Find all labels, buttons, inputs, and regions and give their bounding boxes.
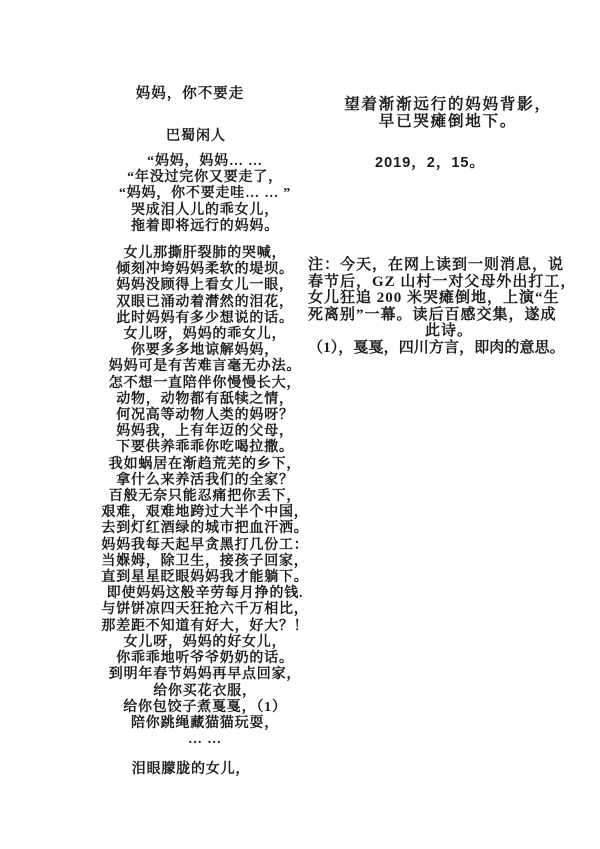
poem-ending-lines bbox=[306, 96, 590, 130]
poem-line: 早已哭瘫倒地下。 bbox=[378, 113, 518, 130]
poem-line: 即使妈妈这般辛劳每月挣的钱. bbox=[106, 586, 304, 602]
poem-line: 妈妈没顾得上看女儿一眼， bbox=[116, 278, 294, 294]
note-line: 女儿狂追 200 米哭瘫倒地，上演“生 bbox=[308, 290, 560, 306]
poem-line: 当媬姆，除卫生，接孩子回家， bbox=[101, 553, 309, 569]
poem-closing-line: 泪眼朦胧的女儿， bbox=[131, 762, 251, 778]
note-line: （1），戛戛，四川方言，即肉的意思。 bbox=[308, 339, 565, 356]
poem-line: 直到星星眨眼妈妈我才能躺下。 bbox=[101, 570, 309, 586]
poem-line: “年没过完你又要走了， bbox=[127, 170, 283, 186]
note-line: 死离别”一幕。读后百感交集，遂成 bbox=[308, 306, 557, 323]
poem-line: 望着渐渐远行的妈妈背影， bbox=[344, 96, 552, 113]
note-line: 注：今天，在网上读到一则消息，说 bbox=[308, 257, 565, 273]
poem-line: 我如蜗居在渐趋荒芜的乡下， bbox=[108, 456, 302, 472]
poem-line: 你要多多地谅解妈妈， bbox=[131, 343, 279, 359]
poem-line: 女儿呀，妈妈的好女儿， bbox=[123, 634, 287, 650]
poem-line: 百般无奈只能忍痛把你丢下， bbox=[108, 489, 302, 505]
poem-line: 此时妈妈有多少想说的话。 bbox=[116, 310, 294, 326]
poem-author: 巴蜀闲人 bbox=[166, 129, 226, 144]
poem-date: 2019，2，15。 bbox=[375, 155, 485, 171]
poem-line: 双眼已涌动着潸然的泪花， bbox=[116, 294, 294, 310]
footnote-block bbox=[308, 257, 590, 356]
poem-line: “妈妈，妈妈… … bbox=[147, 154, 263, 169]
poem-line: 拿什么来养活我们的全家？ bbox=[116, 472, 294, 488]
poem-line: 怎不想一直陪伴你慢慢长大， bbox=[108, 375, 302, 391]
note-line: 春节后，GZ 山村一对父母外出打工， bbox=[308, 273, 577, 290]
poem-line: 妈妈我每天起早贪黑打几份工： bbox=[101, 537, 309, 553]
poem-line: 到明年春节妈妈再早点回家， bbox=[108, 667, 302, 683]
poem-line: 妈妈可是有苦难言毫无办法。 bbox=[108, 359, 302, 375]
poem-line: 陪你跳绳藏猫猫玩耍， bbox=[131, 715, 279, 731]
poem-line: 下要供养乖乖你吃喝拉撒。 bbox=[116, 440, 294, 456]
poem-line: 何况高等动物人类的妈呀？ bbox=[116, 408, 294, 424]
note-line: 此诗。 bbox=[424, 323, 473, 339]
poem-line: 女儿那撕肝裂肺的哭喊， bbox=[123, 246, 287, 262]
poem-line: 那差距不知道有好大，好大？！ bbox=[101, 618, 309, 634]
poem-line: 艰难，艰难地跨过大半个中国， bbox=[101, 505, 309, 521]
poem-line: 拖着即将远行的妈妈。 bbox=[131, 218, 279, 234]
poem-line: 哭成泪人儿的乖女儿， bbox=[131, 202, 279, 218]
poem-column bbox=[58, 86, 352, 778]
poem-line: 给你买花衣服， bbox=[153, 683, 257, 699]
poem-line: “妈妈，你不要走哇… … ” bbox=[118, 186, 292, 202]
poem-line: 妈妈我，上有年迈的父母， bbox=[116, 424, 294, 440]
poem-line: 与饼饼凉四天狂抢六千万相比， bbox=[101, 602, 309, 618]
poem-line: 你乖乖地听爷爷奶奶的话。 bbox=[116, 651, 294, 667]
poem-line: 去到灯红酒绿的城市把血汗洒。 bbox=[101, 521, 309, 537]
poem-line: 动物，动物都有舐犊之情， bbox=[116, 391, 294, 407]
poem-line: 女儿呀，妈妈的乖女儿， bbox=[123, 327, 287, 343]
poem-line: … … bbox=[188, 732, 222, 748]
poem-line: 倾刻冲垮妈妈柔软的堤坝。 bbox=[116, 262, 294, 278]
poem-title: 妈妈，你不要走 bbox=[135, 86, 245, 102]
poem-line: 给你包饺子煮戛戛，（1） bbox=[123, 699, 287, 715]
